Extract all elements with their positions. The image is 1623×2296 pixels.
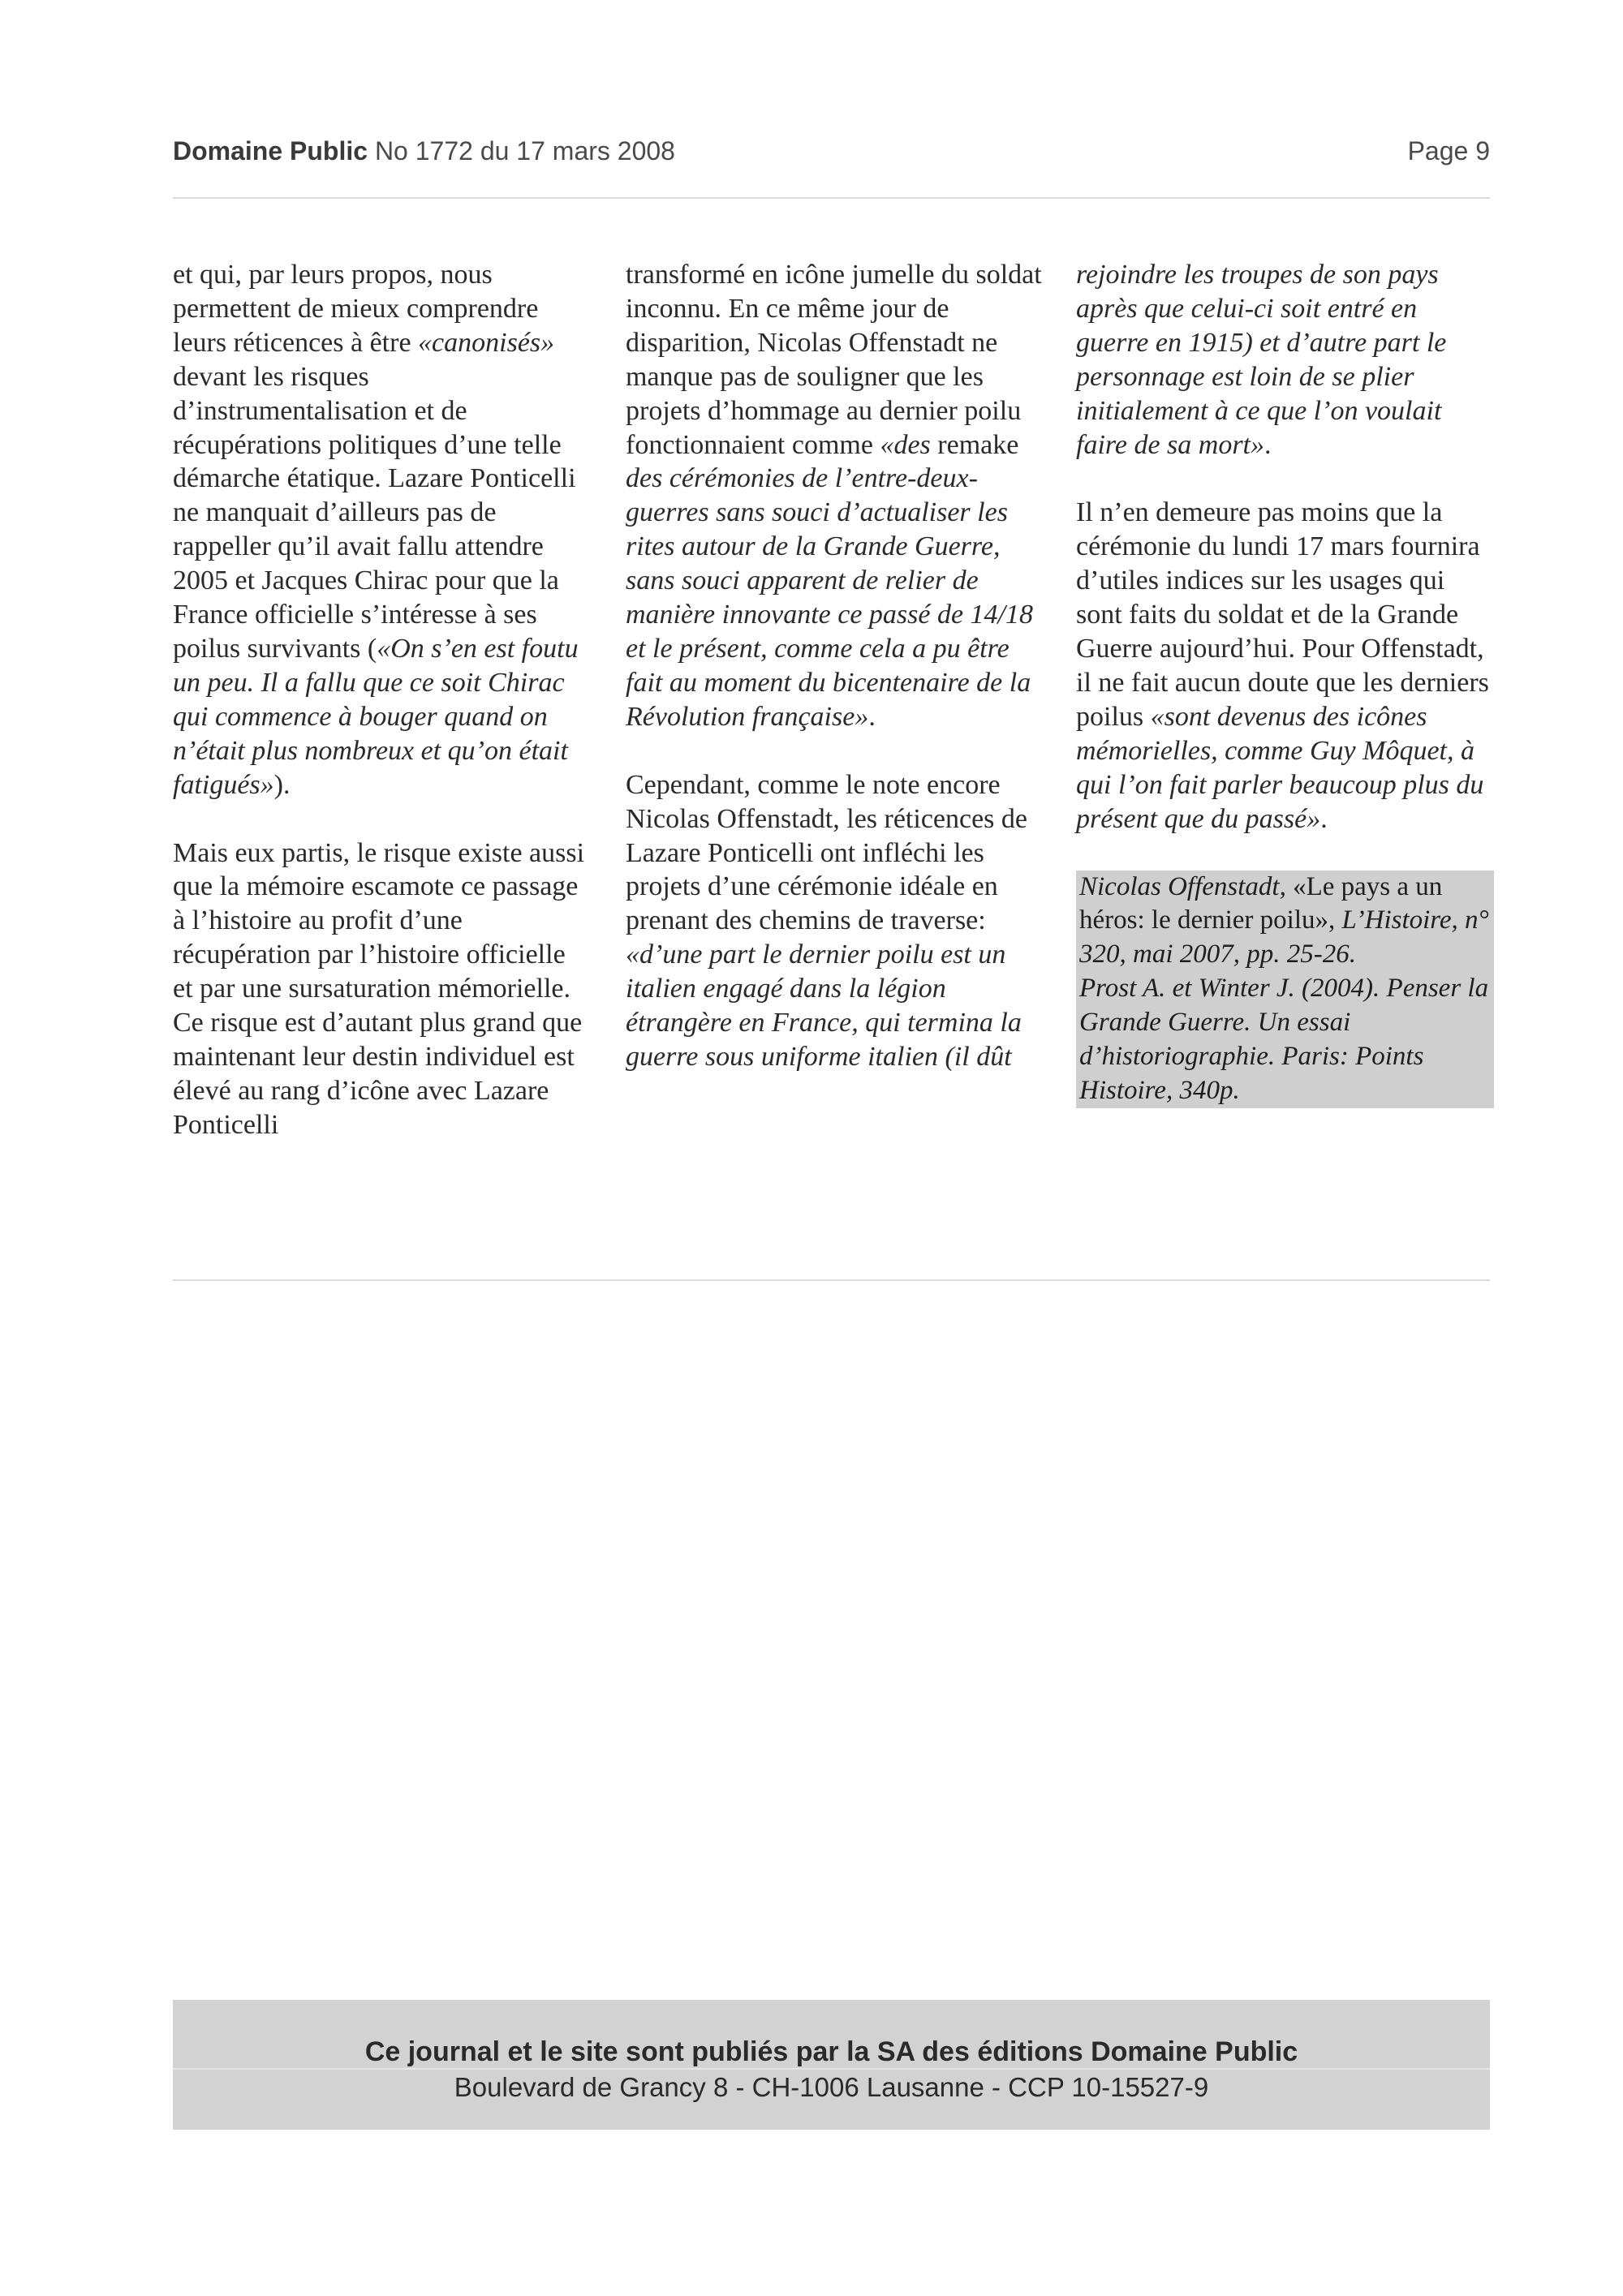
text-run: transformé en icône jumelle du soldat inconnu. En ce même jour de disparition, Nicolas Offenstadt ne manque pas de souligner que les projets d’hommage au dernier poilu fonctionnaient comme	[626, 260, 1042, 460]
italic-run: Nicolas Offenstadt,	[1079, 871, 1286, 901]
italic-run: L’Histoire, n° 320, mai 2007, pp. 25-26.	[1079, 905, 1489, 970]
publisher-footer	[173, 2000, 1490, 2130]
italic-run: «d’une part le dernier poilu est un italien engagé dans la légion étrangère en France, qui termina la guerre sous uniforme italien (il dût	[626, 939, 1022, 1072]
content-divider	[173, 1279, 1490, 1281]
paragraph	[173, 258, 591, 802]
italic-run: des cérémonies de l’entre-deux-guerres sans souci d’actualiser les rites autour de la Grande Guerre, sans souci apparent de relier de manière innovante ce passé de 14/18 et le présent, comme cela a pu être fait au moment du bicentenaire de la Révolution française»	[626, 463, 1033, 732]
text-run: .	[1320, 803, 1328, 834]
page-header	[173, 133, 1490, 169]
references-box	[1076, 871, 1494, 1108]
italic-run: rejoindre les troupes de son pays après que celui-ci soit entré en guerre en 1915) et d’autre part le personnage est loin de se plier initialement à ce que l’on voulait faire de sa mort»	[1076, 260, 1447, 460]
text-run: .	[868, 701, 876, 732]
article-body	[173, 258, 1490, 1264]
text-run: Cependant, comme le note encore Nicolas Offenstadt, les réticences de Lazare Ponticelli ont infléchi les projets d’une cérémonie idéale en prenant des chemins de traverse:	[626, 769, 1028, 936]
column-1	[173, 258, 591, 1176]
italic-run: «des	[880, 429, 931, 460]
column-2	[626, 258, 1044, 1108]
issue-info: No 1772 du 17 mars 2008	[374, 136, 675, 166]
text-run: Il n’en demeure pas moins que la cérémonie du lundi 17 mars fournira d’utiles indices sur les usages qui sont faits du soldat et de la Grande Guerre aujourd’hui. Pour Offenstadt, il ne fait aucun doute que les derniers poilus	[1076, 497, 1489, 732]
text-run: et qui, par leurs propos, nous permettent de mieux comprendre leurs réticences à être	[173, 260, 539, 358]
text-run: ).	[273, 769, 291, 800]
text-run: devant les risques d’instrumentalisation et de récupérations politiques d’une telle démarche étatique. Lazare Ponticelli ne manquait d’ailleurs pas de rappeller qu’il avait fallu attendre 2005 et Jacques Chirac pour que la France officielle s’intéresse à ses poilus survivants (	[173, 361, 576, 664]
paragraph	[626, 768, 1044, 1074]
text-run: Mais eux partis, le risque existe aussi que la mémoire escamote ce passage à l’histoire au profit d’une récupération par l’histoire officielle et par une sursaturation mémorielle. Ce risque est d’autant plus grand que maintenant leur destin individuel est élevé au rang d’icône avec Lazare Ponticelli	[173, 837, 585, 1140]
publication-name: Domaine Public	[173, 136, 368, 166]
italic-run: «sont devenus des icônes mémorielles, comme Guy Môquet, à qui l’on fait parler beaucoup plus du présent que du passé»	[1076, 701, 1484, 834]
footer-publisher-line: Ce journal et le site sont publiés par la SA des éditions Domaine Public	[364, 2036, 1298, 2067]
reference-entry	[1079, 871, 1489, 973]
italic-run: «canonisés»	[418, 327, 555, 358]
text-run: .	[1264, 429, 1272, 460]
italic-run: Prost A. et Winter J. (2004). Penser la Grande Guerre. Un essai d’historiographie. Paris: Points Histoire, 340p.	[1079, 974, 1489, 1105]
footer-address-line: Boulevard de Grancy 8 - CH-1006 Lausanne - CCP 10-15527-9	[454, 2072, 1209, 2102]
paragraph	[626, 258, 1044, 734]
header-divider	[173, 197, 1490, 199]
references-slot	[1076, 871, 1494, 1108]
italic-run: «On s’en est foutu un peu. Il a fallu que ce soit Chirac qui commence à bouger quand on n’était plus nombreux et qu’on était fatigués»	[173, 633, 579, 800]
reference-entry	[1079, 972, 1489, 1108]
paragraph	[1076, 258, 1494, 462]
column-3	[1076, 258, 1494, 1108]
paragraph	[173, 836, 591, 1142]
text-run: remake	[930, 429, 1019, 460]
page-number: Page 9	[1407, 136, 1490, 166]
text-run: «Le pays a un héros: le dernier poilu»,	[1079, 871, 1443, 935]
paragraph	[1076, 496, 1494, 836]
